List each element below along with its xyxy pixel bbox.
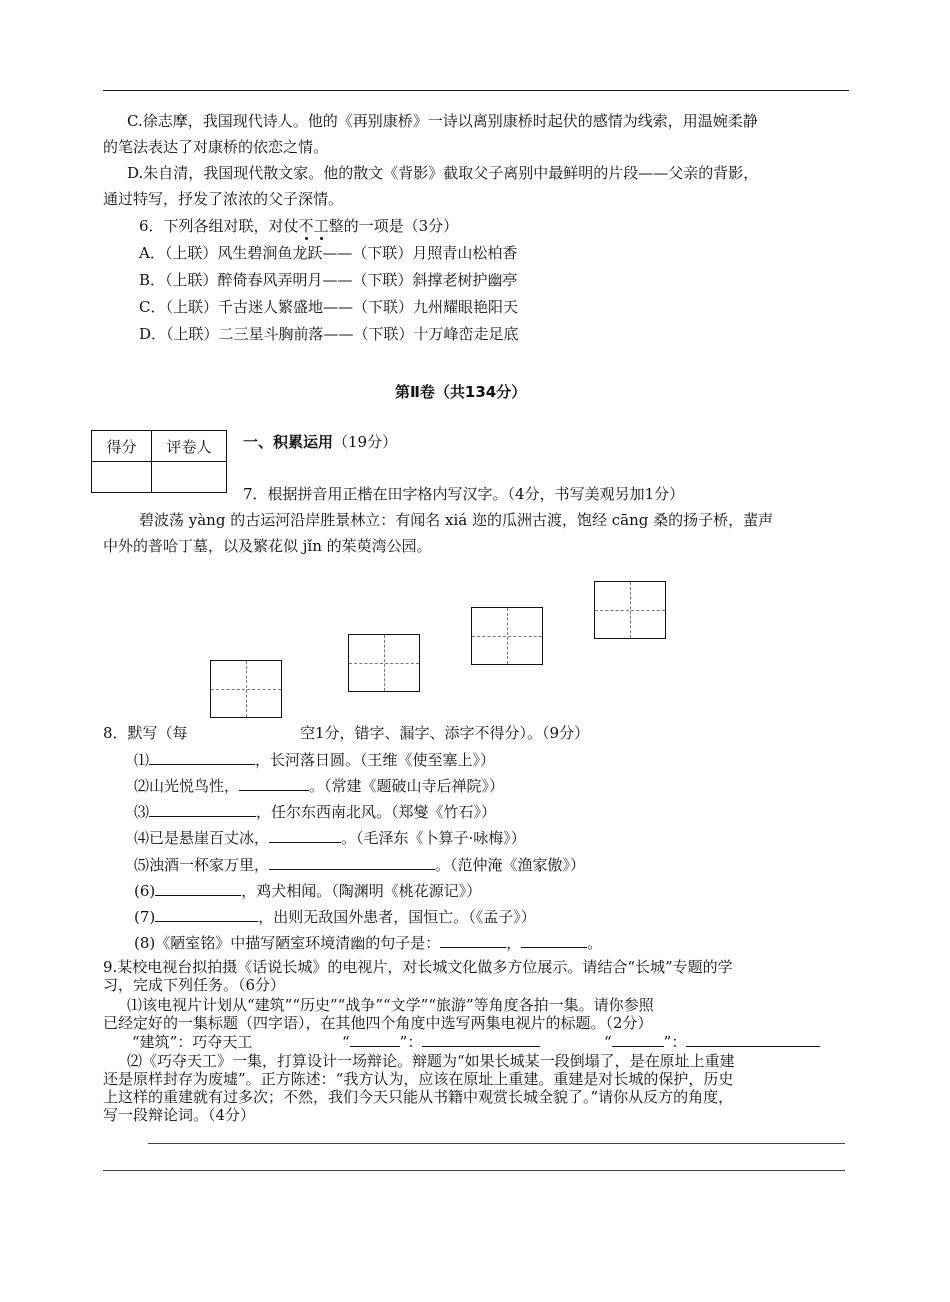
q9-slot2-close: ”： <box>663 1033 687 1051</box>
q8-item-4-pre: ⑷已是悬崖百丈冰， <box>134 829 270 847</box>
q8-item-2-post: 。（常建《题破山寺后禅院》） <box>309 777 505 795</box>
option-d-line2: 通过特写，抒发了浓浓的父子深情。 <box>103 190 344 208</box>
q8-item-8-post: 。 <box>587 934 603 952</box>
score-box <box>91 430 227 493</box>
q6-stem-part2: 整的一项是（3分） <box>328 217 459 235</box>
q8-item-8 <box>134 933 602 953</box>
section1-points: （19分） <box>333 433 398 451</box>
grader-header: 评卷人 <box>152 431 227 462</box>
q8-blank-8a[interactable] <box>440 933 506 948</box>
option-c-line2: 的笔法表达了对康桥的依恋之情。 <box>103 138 329 156</box>
q7-stem: 7．根据拼音用正楷在田字格内写汉字。（4分，书写美观另加1分） <box>243 485 685 503</box>
q8-blank-4[interactable] <box>269 828 341 843</box>
q8-item-3-pre: ⑶ <box>134 803 150 821</box>
q9-angle-blank-1[interactable] <box>350 1032 400 1047</box>
q8-item-5-pre: ⑸浊酒一杯家万里， <box>134 856 270 874</box>
q9-sub2-line4: 写一段辩论词。（4分） <box>103 1106 256 1124</box>
q8-item-7-pre: (7) <box>134 908 156 926</box>
q8-item-2-pre: ⑵山光悦鸟性， <box>134 777 240 795</box>
q8-blank-5[interactable] <box>269 855 435 870</box>
tianzige-box-yang[interactable] <box>210 660 282 718</box>
q8-item-1 <box>134 750 495 770</box>
q9-line1: 9.某校电视台拟拍摄《话说长城》的电视片，对长城文化做多方位展示。请结合“长城”专题的学 <box>103 958 733 976</box>
volume2-title: 第Ⅱ卷（共134分） <box>395 383 527 401</box>
q8-item-5-post: 。（范仲淹《渔家傲》） <box>435 856 586 874</box>
q9-title-blank-2[interactable] <box>686 1032 820 1047</box>
q8-item-2 <box>134 776 504 796</box>
q9-title-slot-1 <box>342 1032 540 1052</box>
q8-stem-part2: 空1分，错字、漏字、添字不得分）。（9分） <box>300 724 590 742</box>
q8-blank-7[interactable] <box>155 907 258 922</box>
q9-sub1-line2: 已经定好的一集标题（四字语），在其他四个角度中选写两集电视片的标题。（2分） <box>103 1014 653 1032</box>
tianzige-box-xia[interactable] <box>348 634 420 692</box>
q8-item-7-post: ，出则无敌国外患者，国恒亡。（《孟子》） <box>258 908 536 926</box>
q7-text-line2: 中外的普哈丁墓，以及繁花似 jǐn 的茱萸湾公园。 <box>103 537 432 555</box>
q6-stem <box>139 216 458 236</box>
section1-title: 一、积累运用 <box>243 433 334 451</box>
score-header: 得分 <box>92 431 152 462</box>
q6-emphasis-char2: 工 <box>313 217 329 235</box>
q8-item-7 <box>134 907 536 927</box>
q6-emphasis-char1: 不 <box>298 217 314 235</box>
tianzige-box-cang[interactable] <box>471 607 543 665</box>
q8-item-6-pre: (6) <box>134 882 156 900</box>
q9-example-title: “建筑”：巧夺天工 <box>132 1033 253 1051</box>
option-c-line1: C.徐志摩，我国现代诗人。他的《再别康桥》一诗以离别康桥时起伏的感情为线索，用温婉柔静 <box>127 112 758 130</box>
q6-option-a: A．（上联）风生碧涧鱼龙跃——（下联）月照青山松柏香 <box>139 244 518 262</box>
q7-text-line1: 碧波荡 yàng 的古运河沿岸胜景林立：有闻名 xiá 迩的瓜洲古渡，饱经 cāng 桑的扬子桥，蜚声 <box>139 511 774 529</box>
option-d-line1: D.朱自清，我国现代散文家。他的散文《背影》截取父子离别中最鲜明的片段——父亲的背影， <box>127 164 759 182</box>
header-rule <box>103 90 849 91</box>
q8-item-6 <box>134 881 481 901</box>
q8-blank-1[interactable] <box>149 750 255 765</box>
q8-item-1-post: ，长河落日圆。（王维《使至塞上》） <box>255 751 496 769</box>
q8-item-4 <box>134 828 526 848</box>
grader-cell[interactable] <box>152 462 227 493</box>
q9-sub2-line3: 上这样的重建就有过多次；不然，我们今天只能从书籍中观赏长城全貌了。”请你从反方的角度， <box>103 1088 734 1106</box>
q8-item-4-post: 。（毛泽东《卜算子·咏梅》） <box>341 829 526 847</box>
q6-option-b: B．（上联）醉倚春风弄明月——（下联）斜撑老树护幽亭 <box>139 271 518 289</box>
q8-stem-part1: 8．默写（每 <box>103 724 188 742</box>
q8-item-8-mid: ， <box>506 934 522 952</box>
q9-title-slot-2 <box>604 1032 820 1052</box>
q9-sub2-line1: ⑵《巧夺天工》一集，打算设计一场辩论。辩题为“如果长城某一段倒塌了，是在原址上重建 <box>127 1052 735 1070</box>
q9-answer-line-2[interactable] <box>103 1170 845 1171</box>
score-cell[interactable] <box>92 462 152 493</box>
q9-slot1-open: “ <box>342 1033 350 1051</box>
q9-slot2-open: “ <box>604 1033 612 1051</box>
tianzige-box-jin[interactable] <box>594 581 666 639</box>
q8-item-3 <box>134 802 496 822</box>
q8-blank-3[interactable] <box>149 802 256 817</box>
q8-item-3-post: ，任尔东西南北风。（郑燮《竹石》） <box>256 803 497 821</box>
q9-angle-blank-2[interactable] <box>612 1032 664 1047</box>
q8-item-8-pre: (8)《陋室铭》中描写陋室环境清幽的句子是： <box>134 934 441 952</box>
q9-sub2-line2: 还是原样封存为废墟”。正方陈述：“我方认为，应该在原址上重建。重建是对长城的保护，历史 <box>103 1070 734 1088</box>
q9-sub1-line1: ⑴该电视片计划从“建筑”“历史”“战争”“文学”“旅游”等角度各拍一集。请你参照 <box>127 996 654 1014</box>
q6-option-c: C．（上联）千古迷人繁盛地——（下联）九州耀眼艳阳天 <box>139 298 518 316</box>
q9-line2: 习，完成下列任务。（6分） <box>103 976 286 994</box>
q8-item-1-pre: ⑴ <box>134 751 150 769</box>
q8-blank-8b[interactable] <box>521 933 587 948</box>
section1-heading <box>243 432 397 452</box>
q9-slot1-close: ”： <box>399 1033 423 1051</box>
q9-title-blank-1[interactable] <box>422 1032 540 1047</box>
q6-option-d: D．（上联）二三星斗胸前落——（下联）十万峰峦走足底 <box>139 325 519 343</box>
q8-blank-2[interactable] <box>239 776 309 791</box>
q9-answer-line-1[interactable] <box>148 1143 845 1144</box>
q8-blank-6[interactable] <box>155 881 241 896</box>
q8-item-5 <box>134 855 585 875</box>
q8-item-6-post: ，鸡犬相闻。（陶渊明《桃花源记》） <box>241 882 482 900</box>
q6-stem-part1: 6．下列各组对联，对仗 <box>139 217 299 235</box>
